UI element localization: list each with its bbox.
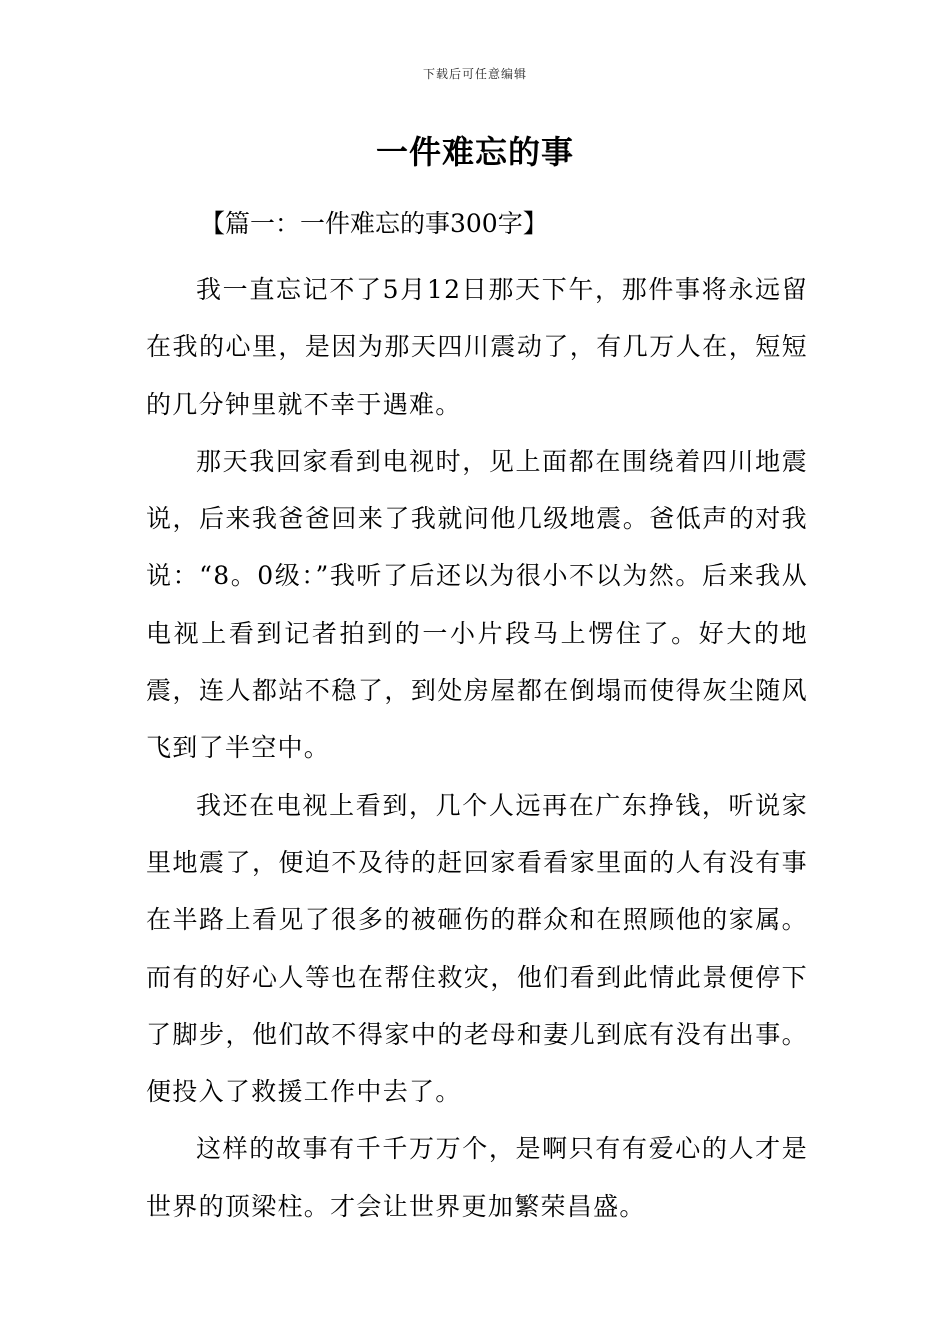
paragraph-4: 这样的故事有千千万万个，是啊只有有爱心的人才是世界的顶梁柱。才会让世界更加繁荣昌盛。 [146, 1134, 808, 1221]
page-header-note: 下载后可任意编辑 [422, 67, 527, 81]
paragraph-2: 那天我回家看到电视时，见上面都在围绕着四川地震说，后来我爸爸回来了我就问他几级地震。爸低声的对我说：“8。0级：”我听了后还以为很小不以为然。后来我从电视上看到记者拍到的一小片段马上愣住了。好大的地震，连人都站不稳了，到处房屋都在倒塌而使得灰尘随风飞到了半空中。 [146, 446, 808, 763]
paragraph-3: 我还在电视上看到，几个人远再在广东挣钱，听说家里地震了，便迫不及待的赶回家看看家里面的人有没有事在半路上看见了很多的被砸伤的群众和在照顾他的家属。而有的好心人等也在帮住救灾，他们看到此情此景便停下了脚步，他们故不得家中的老母和妻儿到底有没有出事。便投入了救援工作中去了。 [146, 790, 808, 1107]
paragraph-1: 我一直忘记不了5月12日那天下午，那件事将永远留在我的心里，是因为那天四川震动了，有几万人在，短短的几分钟里就不幸于遇难。 [146, 275, 808, 419]
document-title: 一件难忘的事 [375, 133, 574, 171]
article-body [146, 261, 808, 1235]
section-heading: 【篇一：一件难忘的事300字】 [200, 209, 548, 238]
